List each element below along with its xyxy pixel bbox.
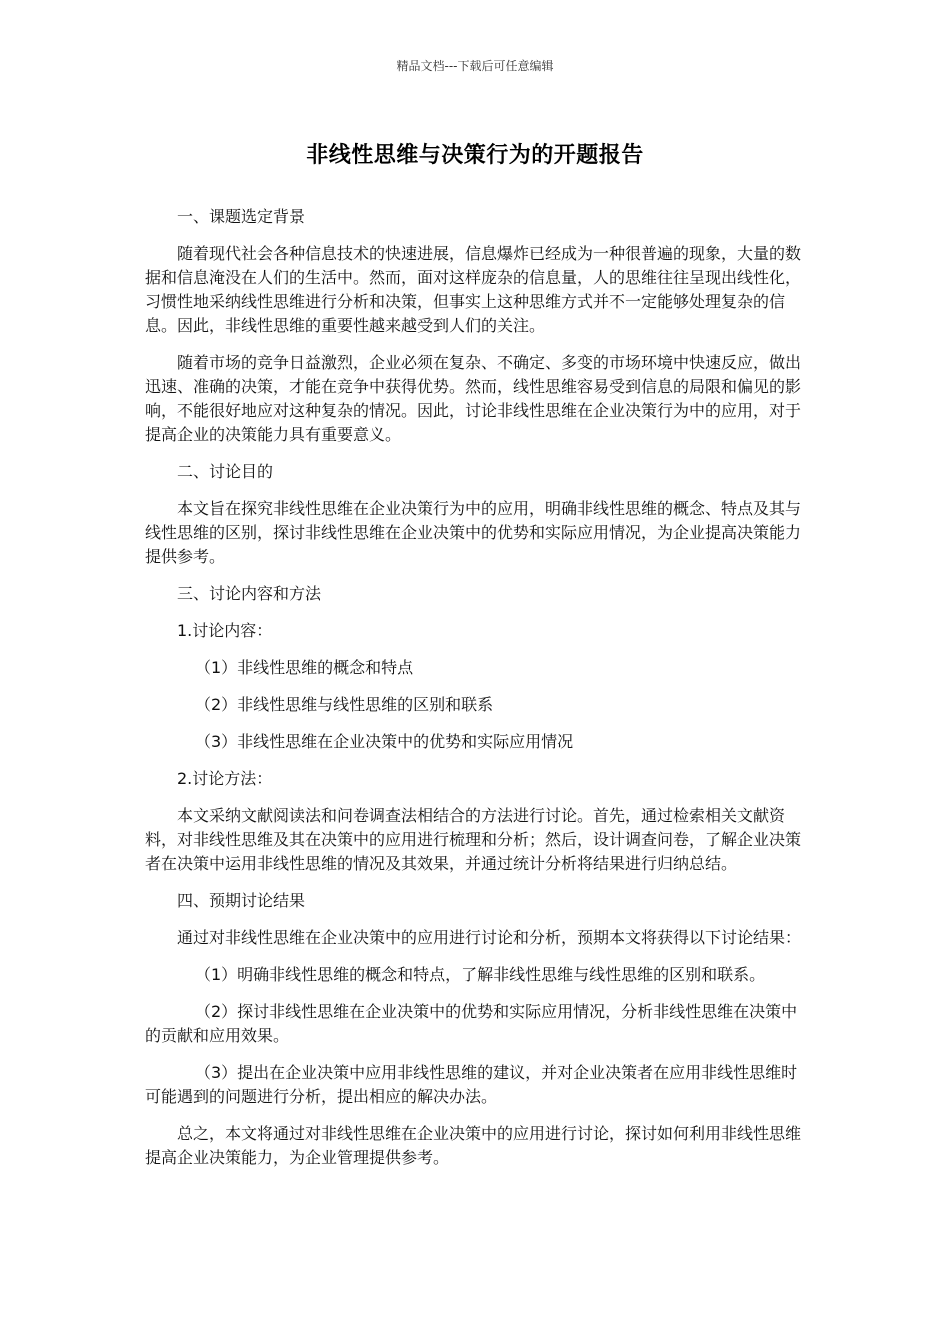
result-item-1: （1）明确非线性思维的概念和特点，了解非线性思维与线性思维的区别和联系。 (195, 965, 766, 984)
paragraph-background-1: 随着现代社会各种信息技术的快速进展，信息爆炸已经成为一种很普遍的现象，大量的数据和信息淹没在人们的生活中。然而，面对这样庞杂的信息量，人的思维往往呈现出线性化，习惯性地采纳线性思维进行分析和决策，但事实上这种思维方式并不一定能够处理复杂的信息。因此，非线性思维的重要性越来越受到人们的关注。 (145, 244, 802, 335)
paragraph-purpose: 本文旨在探究非线性思维在企业决策行为中的应用，明确非线性思维的概念、特点及其与线性思维的区别，探讨非线性思维在企业决策中的优势和实际应用情况，为企业提高决策能力提供参考。 (145, 499, 802, 566)
paragraph-conclusion: 总之，本文将通过对非线性思维在企业决策中的应用进行讨论，探讨如何利用非线性思维提高企业决策能力，为企业管理提供参考。 (145, 1124, 802, 1167)
section-heading-purpose: 二、讨论目的 (177, 462, 274, 481)
paragraph-expected-intro: 通过对非线性思维在企业决策中的应用进行讨论和分析，预期本文将获得以下讨论结果： (177, 928, 802, 947)
result-item-2: （2）探讨非线性思维在企业决策中的优势和实际应用情况，分析非线性思维在决策中的贡献和应用效果。 (145, 1002, 798, 1045)
paragraph-background-2: 随着市场的竞争日益激烈，企业必须在复杂、不确定、多变的市场环境中快速反应，做出迅速、准确的决策，才能在竞争中获得优势。然而，线性思维容易受到信息的局限和偏见的影响，不能很好地应对这种复杂的情况。因此，讨论非线性思维在企业决策行为中的应用，对于提高企业的决策能力具有重要意义。 (145, 353, 802, 444)
paragraph-method: 本文采纳文献阅读法和问卷调查法相结合的方法进行讨论。首先，通过检索相关文献资料，对非线性思维及其在决策中的应用进行梳理和分析；然后，设计调查问卷，了解企业决策者在决策中运用非线性思维的情况及其效果，并通过统计分析将结果进行归纳总结。 (145, 806, 802, 873)
section-heading-expected-results: 四、预期讨论结果 (177, 891, 306, 910)
document-body (145, 205, 805, 1183)
document-title: 非线性思维与决策行为的开题报告 (306, 143, 644, 168)
result-item-3: （3）提出在企业决策中应用非线性思维的建议，并对企业决策者在应用非线性思维时可能遇到的问题进行分析，提出相应的解决办法。 (145, 1063, 798, 1106)
subheading-content: 1.讨论内容： (177, 621, 273, 640)
page-header: 精品文档---下载后可任意编辑 (396, 59, 554, 73)
section-heading-background: 一、课题选定背景 (177, 207, 306, 226)
content-item-1: （1）非线性思维的概念和特点 (195, 658, 414, 677)
content-item-2: （2）非线性思维与线性思维的区别和联系 (195, 695, 494, 714)
section-heading-content-method: 三、讨论内容和方法 (177, 584, 322, 603)
content-item-3: （3）非线性思维在企业决策中的优势和实际应用情况 (195, 732, 574, 751)
subheading-method: 2.讨论方法： (177, 769, 273, 788)
